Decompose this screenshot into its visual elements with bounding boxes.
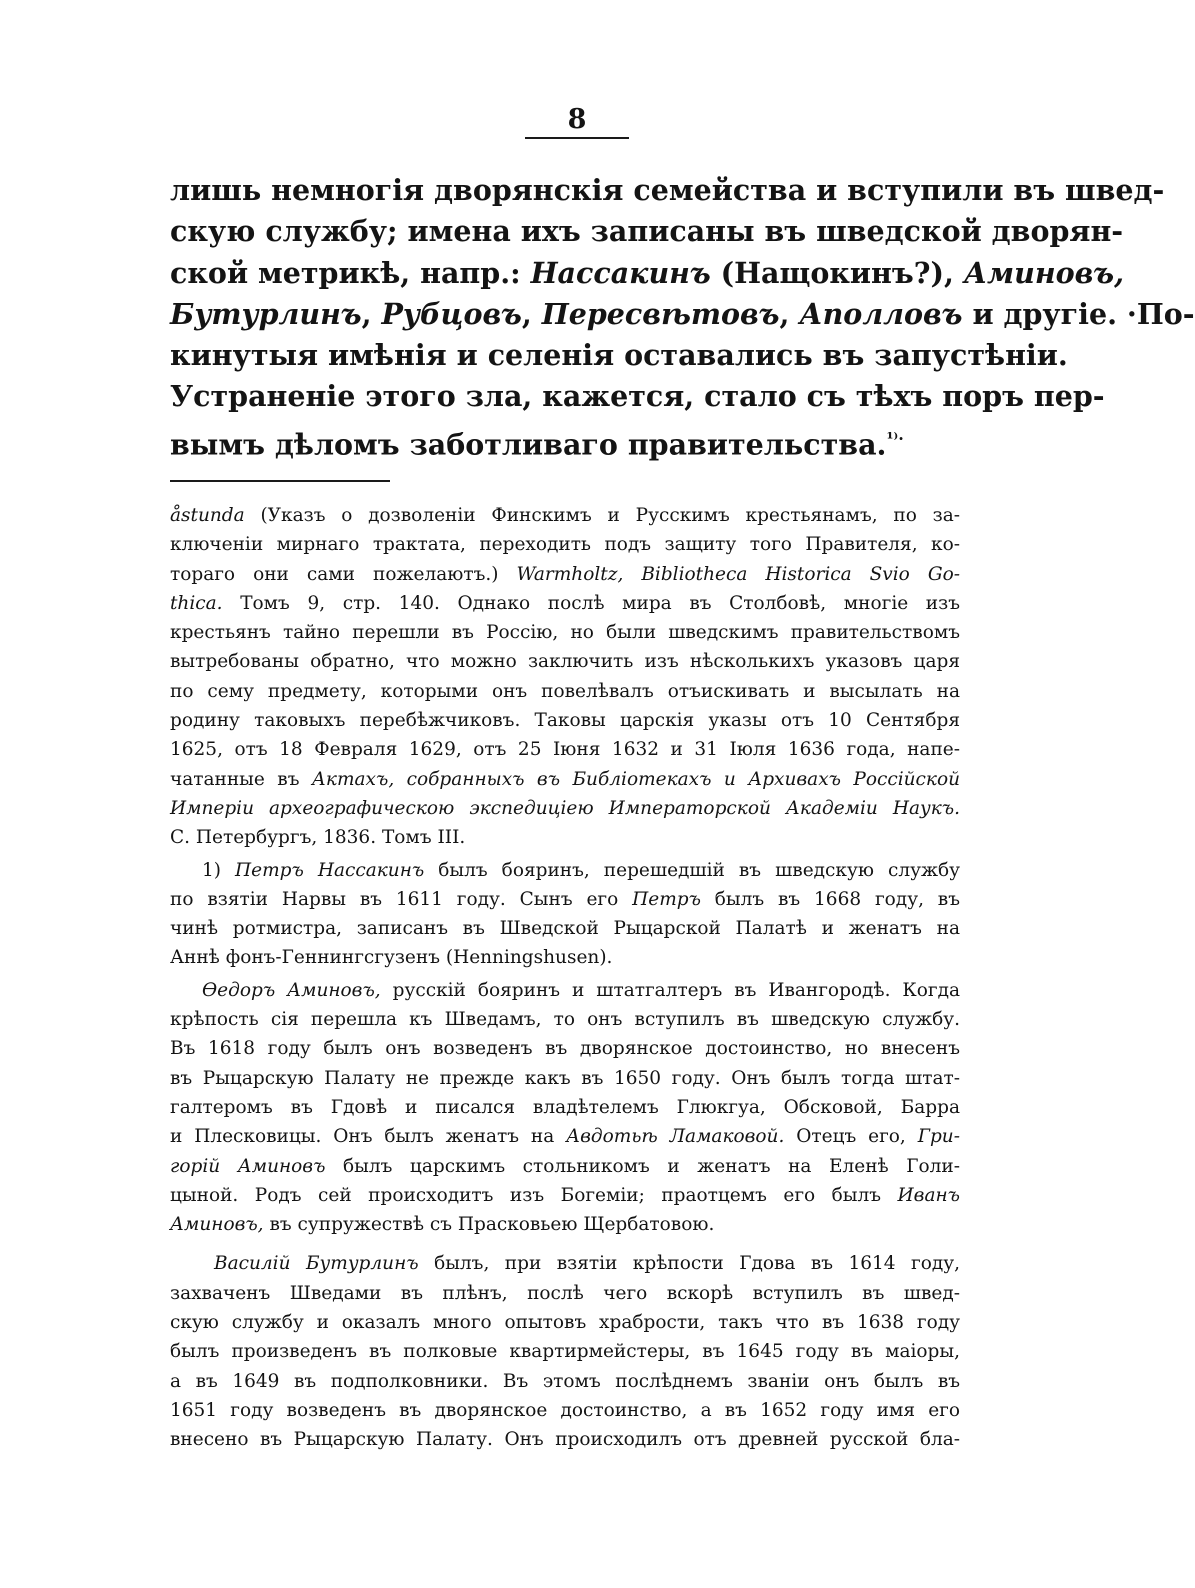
page-number: 8 (567, 104, 587, 135)
footnote-rule (170, 480, 390, 482)
name-apollov: Аполловъ (799, 296, 963, 331)
note-line: 1) Петръ Нассакинъ былъ бояринъ, перешедшій въ шведскую службу (202, 859, 961, 881)
note-line: внесено въ Рыцарскую Палату. Онъ происходилъ отъ древней русской бла- (170, 1429, 960, 1451)
note-line: вытребованы обратно, что можно заключить изъ нѣсколькихъ указовъ царя (170, 651, 960, 673)
main-line: ской метрикѣ, напр.: Нассакинъ (Нащокинъ?), Аминовъ, (170, 255, 1125, 290)
note-line: крестьянъ тайно перешли въ Россію, но были шведскимъ правительствомъ (170, 622, 960, 644)
note-line: С. Петербургъ, 1836. Томъ III. (170, 827, 466, 849)
note-line: чатанные въ Актахъ, собранныхъ въ Библіотекахъ и Архивахъ Россійской (170, 768, 960, 790)
note-line: горій Аминовъ былъ царскимъ стольникомъ и женатъ на Еленѣ Голи- (170, 1155, 960, 1177)
note-line: Аннѣ фонъ-Геннингсгузенъ (Henningshusen). (170, 947, 613, 969)
note-line: тораго они сами пожелаютъ.) Warmholtz, Bibliotheca Historica Svio Go- (170, 563, 960, 585)
main-line: скую службу; имена ихъ записаны въ шведской дворян- (170, 214, 1124, 249)
note-line: Въ 1618 году былъ онъ возведенъ въ дворянское достоинство, но внесенъ (170, 1038, 960, 1060)
main-line: кинутыя имѣнія и селенія оставались въ запустѣніи. (170, 338, 1068, 373)
note-line: Имперіи археографическою экспедиціею Императорской Академіи Наукъ. (170, 797, 960, 819)
note-line: цыной. Родъ сей происходитъ изъ Богеміи; праотцемъ его былъ Иванъ (170, 1184, 960, 1206)
note-line: Өедоръ Аминовъ, русскій бояринъ и штатгалтеръ въ Ивангородѣ. Когда (202, 979, 960, 1001)
note-line: Аминовъ, въ супружествѣ съ Прасковьею Щербатовою. (170, 1214, 715, 1236)
name-buturlin: Бутурлинъ (170, 296, 362, 331)
note-line: Василій Бутурлинъ былъ, при взятіи крѣпости Гдова въ 1614 году, (214, 1253, 960, 1275)
note-line: захваченъ Шведами въ плѣнъ, послѣ чего вскорѣ вступилъ въ швед- (170, 1282, 960, 1304)
note-line: и Плесковицы. Онъ былъ женатъ на Авдотьѣ Ламаковой. Отецъ его, Гри- (170, 1126, 960, 1148)
main-line: вымъ дѣломъ заботливаго правительства.$^{^{1)}\cdot}$ (170, 427, 904, 462)
note-line: åstunda (Указъ о дозволеніи Финскимъ и Русскимъ крестьянамъ, по за- (170, 505, 960, 526)
note-line: 1651 году возведенъ въ дворянское достоинство, а въ 1652 году имя его (170, 1399, 960, 1421)
footnote-marker: ¹⁾· (886, 428, 904, 448)
main-line: Бутурлинъ, Рубцовъ, Пересвѣтовъ, Аполловъ и другіе. ·По- (170, 296, 1195, 331)
note-line: а въ 1649 въ подполковники. Въ этомъ послѣднемъ званіи онъ былъ въ (170, 1370, 960, 1392)
note-line: скую службу и оказалъ много опытовъ храбрости, такъ что въ 1638 году (170, 1312, 960, 1334)
note-line: по взятіи Нарвы въ 1611 году. Сынъ его Петръ былъ въ 1668 году, въ (170, 888, 960, 910)
note-line: былъ произведенъ въ полковые квартирмейстеры, въ 1645 году въ маіоры, (170, 1341, 960, 1363)
footnotes (170, 501, 960, 1455)
note-line: въ Рыцарскую Палату не прежде какъ въ 1650 году. Онъ былъ тогда штат- (170, 1067, 960, 1089)
main-paragraph (170, 170, 1195, 462)
header-rule (525, 137, 629, 139)
note-line: крѣпость сія перешла къ Шведамъ, то онъ вступилъ въ шведскую службу. (170, 1009, 960, 1031)
name-peresvetov: Пересвѣтовъ (541, 296, 780, 331)
name-aminov: Аминовъ, (963, 255, 1125, 290)
note-line: родину таковыхъ перебѣжчиковъ. Таковы царскія указы отъ 10 Сентября (170, 710, 960, 732)
note-line: thica. Томъ 9, стр. 140. Однако послѣ мира въ Столбовѣ, многіе изъ (170, 592, 960, 614)
note-line: чинѣ ротмистра, записанъ въ Шведской Рыцарской Палатѣ и женатъ на (170, 918, 960, 940)
note-line: по сему предмету, которыми онъ повелѣвалъ отъискивать и высылать на (170, 680, 960, 702)
note-line: галтеромъ въ Гдовѣ и писался владѣтелемъ Глюкгуа, Обсковой, Барра (170, 1096, 960, 1118)
note-line: ключеніи мирнаго трактата, переходить подъ защиту того Правителя, ко- (170, 534, 960, 556)
name-rubtsov: Рубцовъ (381, 296, 522, 331)
name-nassakin: Нассакинъ (530, 255, 711, 290)
note-line: 1625, отъ 18 Февраля 1629, отъ 25 Іюня 1632 и 31 Іюля 1636 года, напе- (170, 739, 960, 761)
main-line: лишь немногія дворянскія семейства и вступили въ швед- (170, 173, 1165, 207)
main-line: Устраненіе этого зла, кажется, стало съ тѣхъ поръ пер- (170, 379, 1105, 414)
